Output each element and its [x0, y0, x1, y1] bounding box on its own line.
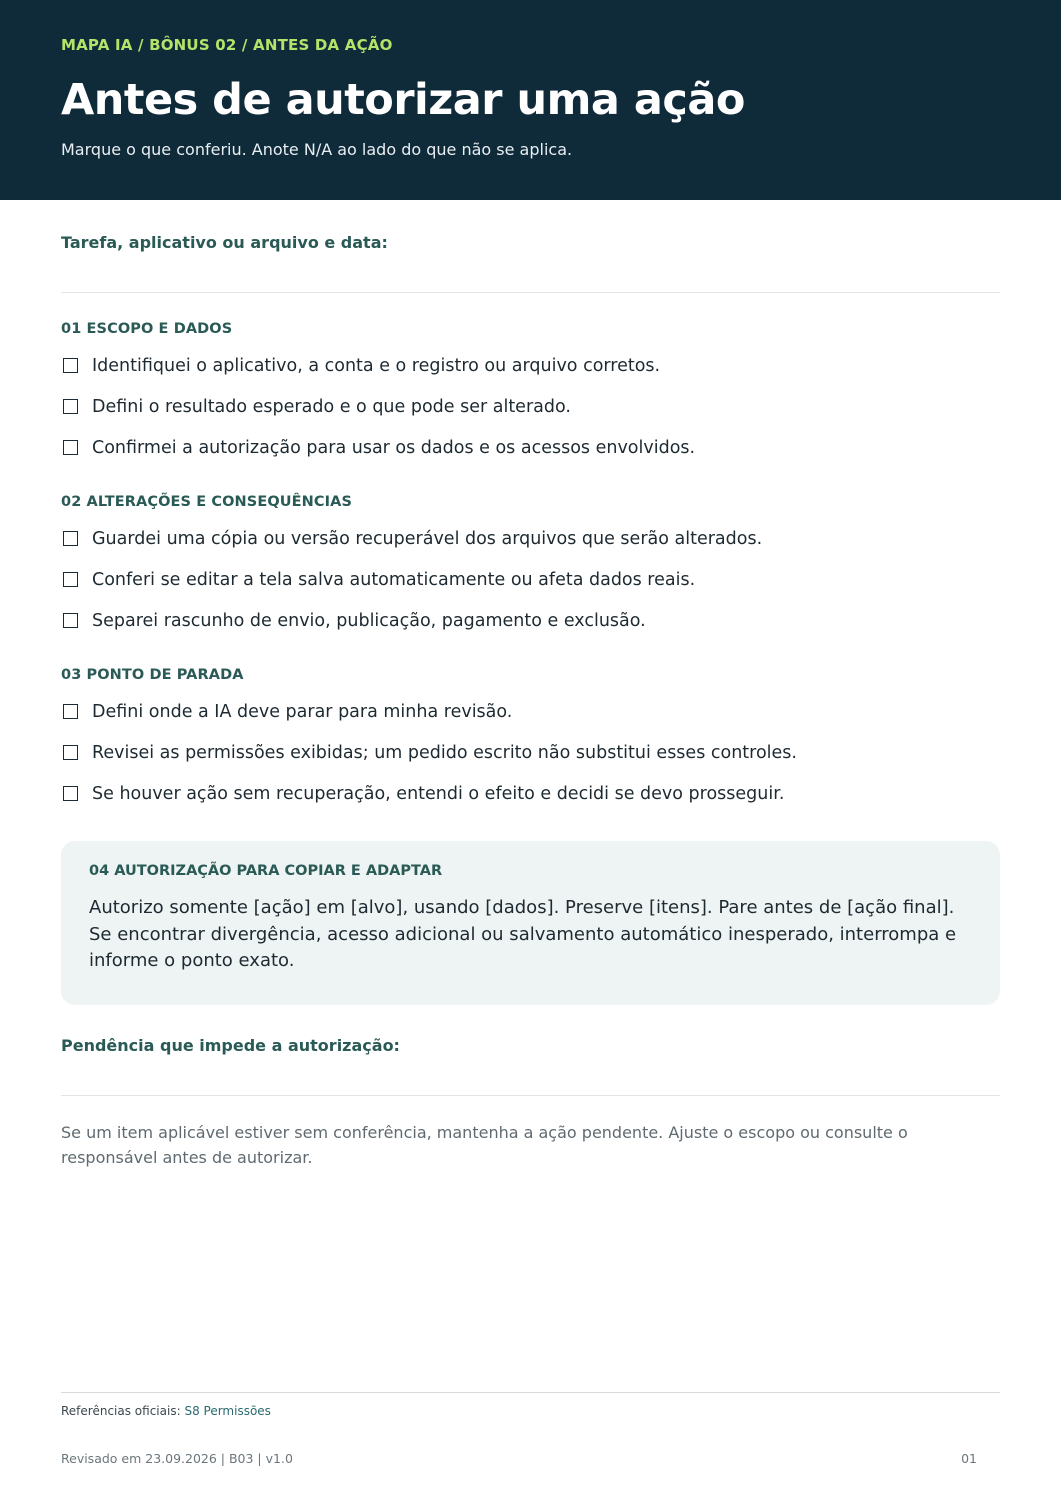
section-list-changes	[61, 518, 1000, 641]
checkbox[interactable]	[63, 531, 78, 546]
checklist-item-label: Defini o resultado esperado e o que pode ser alterado.	[92, 396, 571, 417]
footer-divider	[61, 1392, 1000, 1393]
checklist-item-label: Revisei as permissões exibidas; um pedido escrito não substitui esses controles.	[92, 742, 797, 763]
references-link[interactable]: S8 Permissões	[184, 1404, 271, 1418]
checklist-item[interactable]	[61, 600, 1000, 641]
page-title: Antes de autorizar uma ação	[61, 75, 745, 125]
page-number: 01	[961, 1451, 977, 1466]
checklist-item-label: Conferi se editar a tela salva automaticamente ou afeta dados reais.	[92, 569, 696, 590]
checkbox[interactable]	[63, 613, 78, 628]
checkbox[interactable]	[63, 572, 78, 587]
section-title-changes: 02 ALTERAÇÕES E CONSEQUÊNCIAS	[61, 494, 352, 510]
section-list-stop-point	[61, 691, 1000, 814]
checkbox[interactable]	[63, 704, 78, 719]
pending-section	[0, 1036, 1061, 1170]
checklist-item[interactable]	[61, 732, 1000, 773]
guidance-note: Se um item aplicável estiver sem conferência, mantenha a ação pendente. Ajuste o escopo ou consulte o responsável antes de autorizar.	[61, 1122, 908, 1167]
checkbox[interactable]	[63, 440, 78, 455]
checklist-item-label: Defini onde a IA deve parar para minha revisão.	[92, 701, 513, 722]
official-references	[61, 1404, 271, 1418]
checklist-item-label: Identifiquei o aplicativo, a conta e o registro ou arquivo corretos.	[92, 355, 661, 376]
main-content	[0, 233, 1061, 814]
page-subtitle: Marque o que conferiu. Anote N/A ao lado do que não se aplica.	[61, 140, 573, 159]
pending-field-label: Pendência que impede a autorização:	[61, 1035, 400, 1055]
checkbox[interactable]	[63, 399, 78, 414]
checklist-item[interactable]	[61, 427, 1000, 468]
checkbox[interactable]	[63, 786, 78, 801]
authorization-callout	[61, 841, 1000, 1005]
checkbox[interactable]	[63, 745, 78, 760]
references-label: Referências oficiais:	[61, 1404, 181, 1418]
task-field-line[interactable]	[61, 292, 1000, 293]
checklist-item-label: Separei rascunho de envio, publicação, pagamento e exclusão.	[92, 610, 646, 631]
revision-info: Revisado em 23.09.2026 | B03 | v1.0	[61, 1451, 293, 1466]
section-title-stop-point: 03 PONTO DE PARADA	[61, 667, 244, 683]
checkbox[interactable]	[63, 358, 78, 373]
checklist-item[interactable]	[61, 386, 1000, 427]
checklist-item[interactable]	[61, 559, 1000, 600]
pending-field-line[interactable]	[61, 1095, 1000, 1096]
checklist-item-label: Confirmei a autorização para usar os dados e os acessos envolvidos.	[92, 437, 696, 458]
section-list-scope	[61, 345, 1000, 468]
checklist-item[interactable]	[61, 773, 1000, 814]
checklist-item-label: Se houver ação sem recuperação, entendi o efeito e decidi se devo prosseguir.	[92, 783, 785, 804]
checklist-item[interactable]	[61, 691, 1000, 732]
page-header	[0, 0, 1061, 200]
checklist-item[interactable]	[61, 518, 1000, 559]
task-field-label: Tarefa, aplicativo ou arquivo e data:	[61, 233, 388, 252]
callout-title: 04 AUTORIZAÇÃO PARA COPIAR E ADAPTAR	[89, 863, 443, 879]
checklist-item[interactable]	[61, 345, 1000, 386]
section-title-scope: 01 ESCOPO E DADOS	[61, 321, 233, 337]
checklist-item-label: Guardei uma cópia ou versão recuperável dos arquivos que serão alterados.	[92, 528, 763, 549]
callout-text[interactable]: Autorizo somente [ação] em [alvo], usando [dados]. Preserve [itens]. Pare antes de [ação final]. Se encontrar divergência, acesso adicional ou salvamento automático inesperado, interrompa e informe o ponto exato.	[89, 897, 957, 971]
breadcrumb: MAPA IA / BÔNUS 02 / ANTES DA AÇÃO	[61, 36, 393, 54]
